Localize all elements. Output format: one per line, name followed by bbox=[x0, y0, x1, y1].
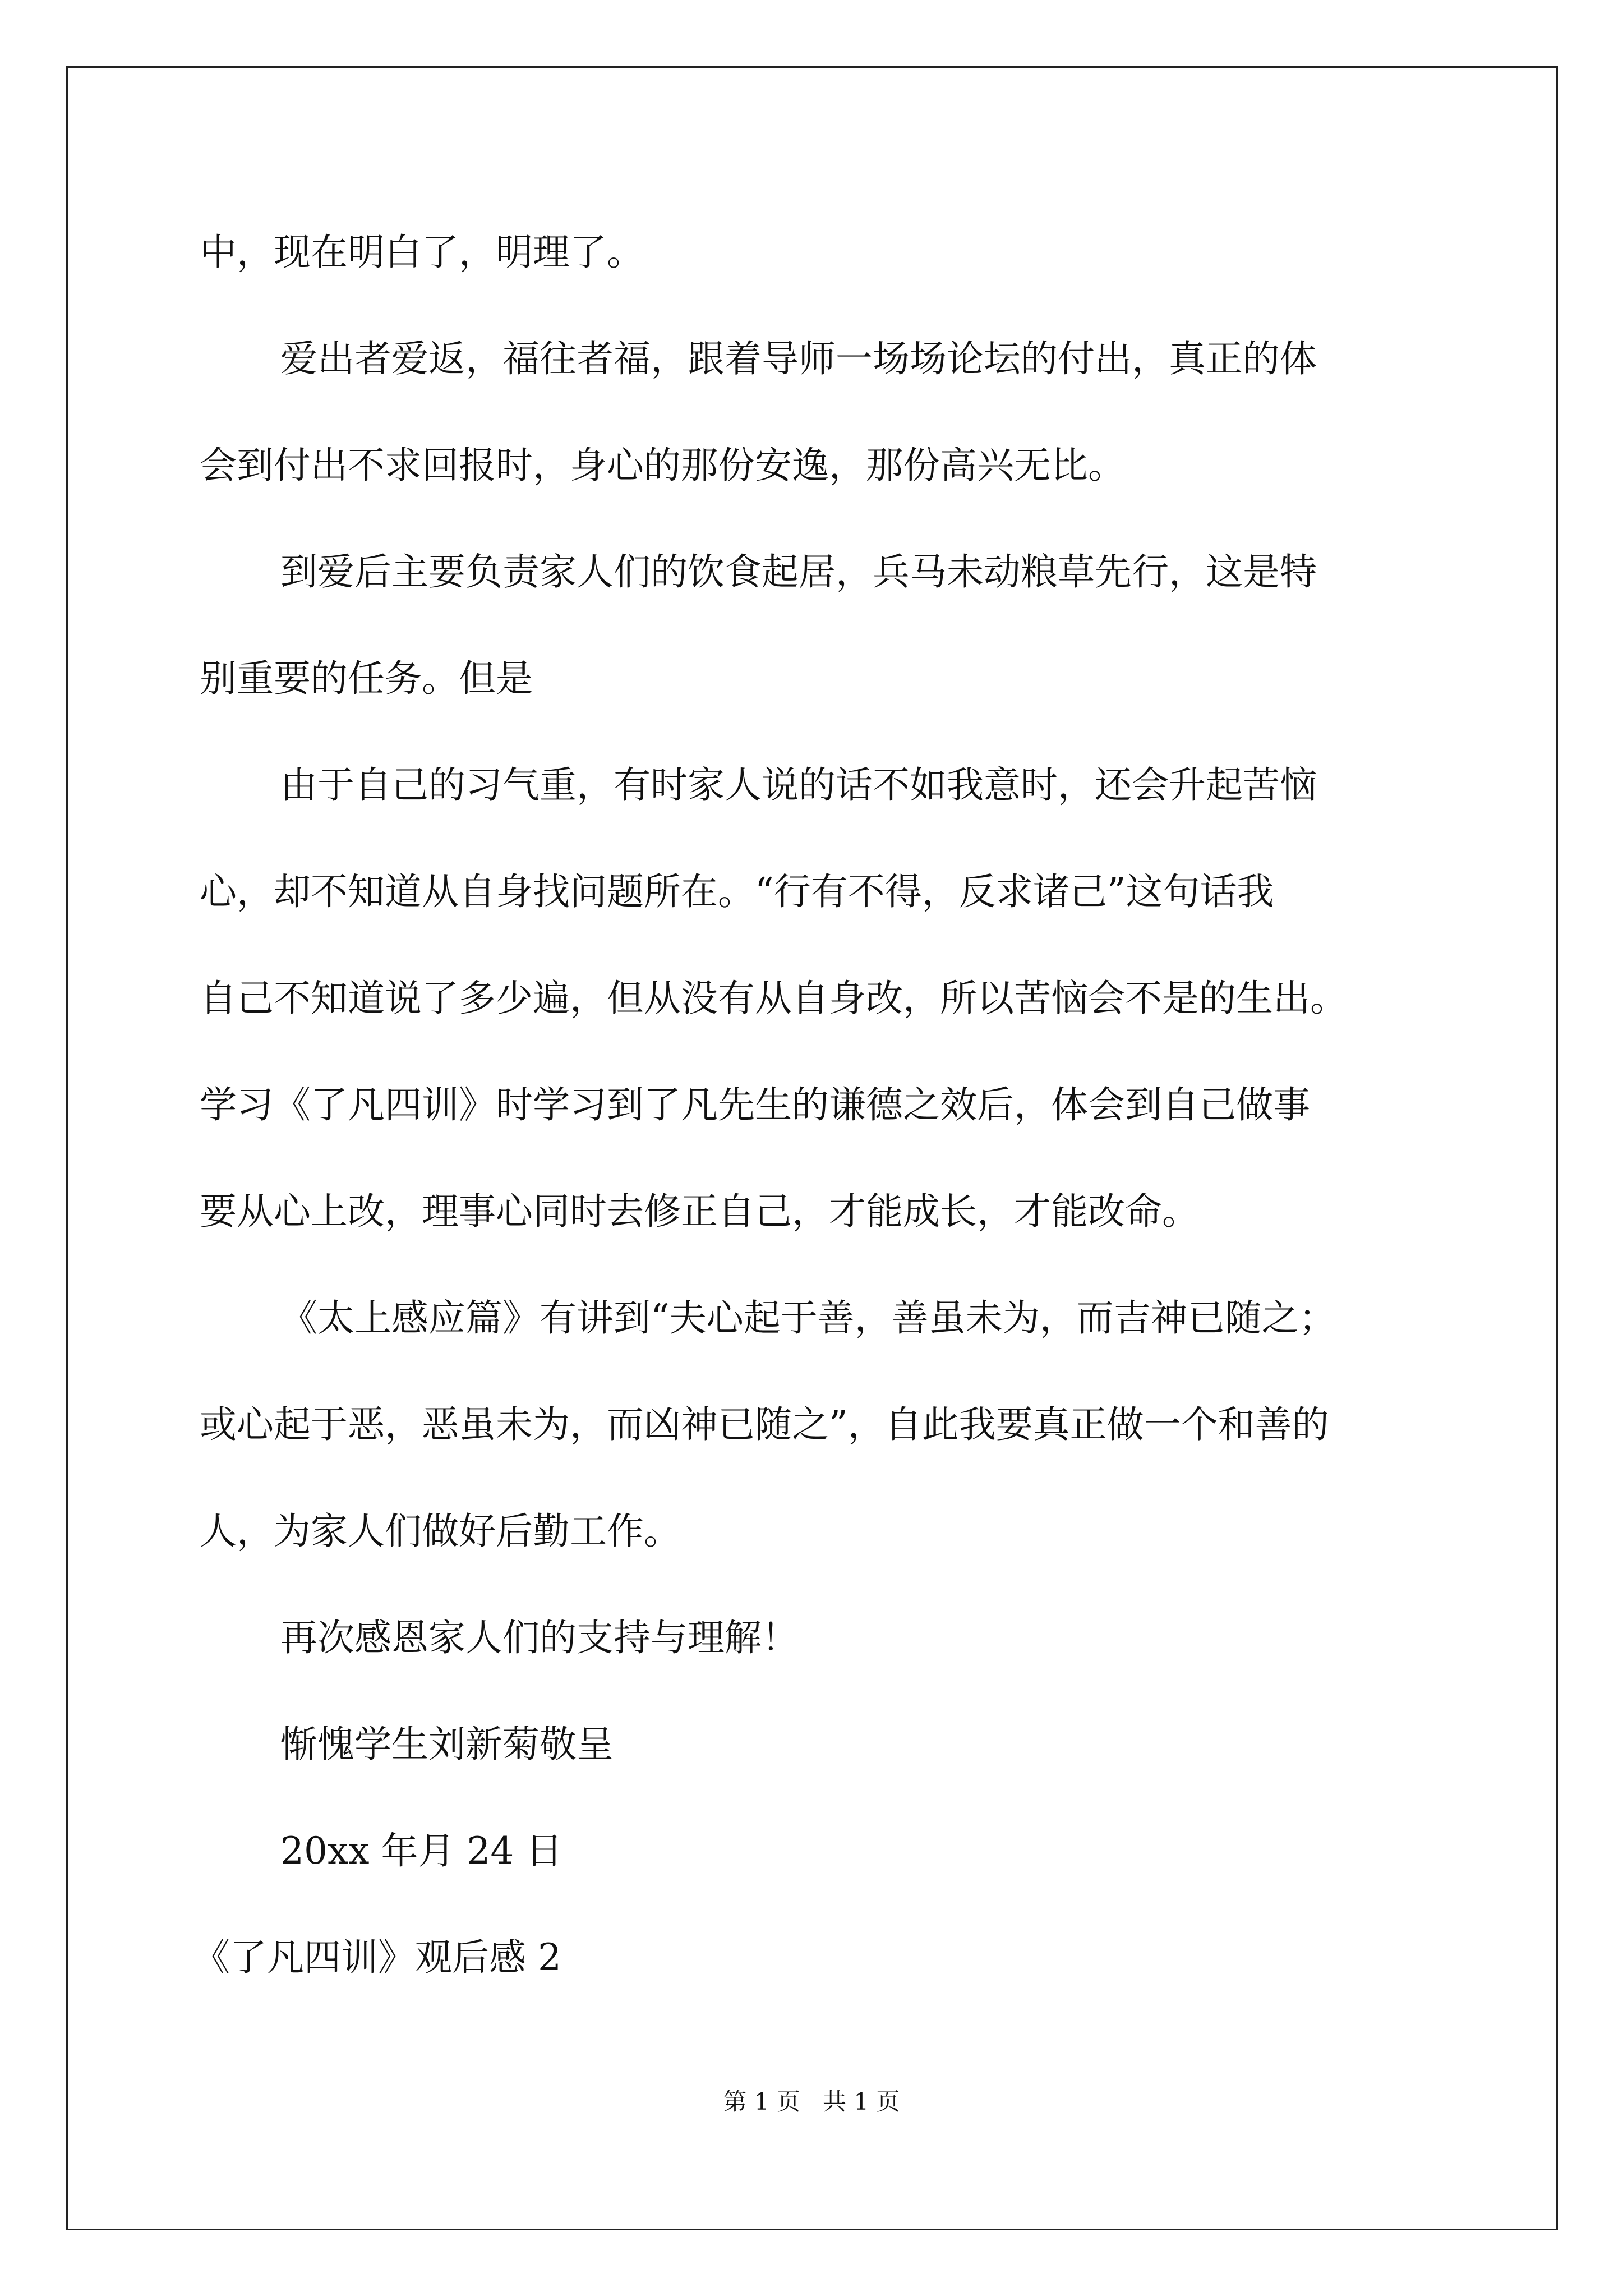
body-line-4: 到爱后主要负责家人们的饮食起居，兵马未动粮草先行，这是特 bbox=[280, 550, 1317, 593]
body-line-13: 人，为家人们做好后勤工作。 bbox=[200, 1510, 681, 1553]
body-line-1: 中，现在明白了，明理了。 bbox=[200, 231, 644, 274]
page-border bbox=[66, 66, 1558, 2230]
body-line-8: 自己不知道说了多少遍，但从没有从自身改，所以苦恼会不是的生出。 bbox=[200, 977, 1347, 1020]
next-section-title: 《了凡四训》观后感 2 bbox=[193, 1936, 561, 1979]
body-line-7: 心，却不知道从自身找问题所在。“行有不得，反求诸己”这句话我 bbox=[200, 870, 1274, 913]
body-line-14: 再次感恩家人们的支持与理解！ bbox=[280, 1616, 799, 1659]
body-line-10: 要从心上改，理事心同时去修正自己，才能成长，才能改命。 bbox=[200, 1190, 1199, 1233]
body-line-12: 或心起于恶，恶虽未为，而凶神已随之”，自此我要真正做一个和善的 bbox=[200, 1403, 1329, 1446]
page-footer: 第 1 页 共 1 页 bbox=[723, 2088, 900, 2115]
body-line-11: 《太上感应篇》有讲到“夫心起于善，善虽未为，而吉神已随之； bbox=[280, 1296, 1336, 1340]
body-line-9: 学习《了凡四训》时学习到了凡先生的谦德之效后，体会到自己做事 bbox=[200, 1083, 1310, 1126]
date-line: 20xx 年月 24 日 bbox=[280, 1829, 563, 1872]
body-line-5: 别重要的任务。但是 bbox=[200, 657, 533, 700]
body-line-6: 由于自己的习气重，有时家人说的话不如我意时，还会升起苦恼 bbox=[280, 763, 1317, 807]
signature-line: 惭愧学生刘新菊敬呈 bbox=[280, 1723, 614, 1766]
body-line-2: 爱出者爱返，福往者福，跟着导师一场场论坛的付出，真正的体 bbox=[280, 337, 1317, 380]
body-line-3: 会到付出不求回报时，身心的那份安逸，那份高兴无比。 bbox=[200, 444, 1125, 487]
